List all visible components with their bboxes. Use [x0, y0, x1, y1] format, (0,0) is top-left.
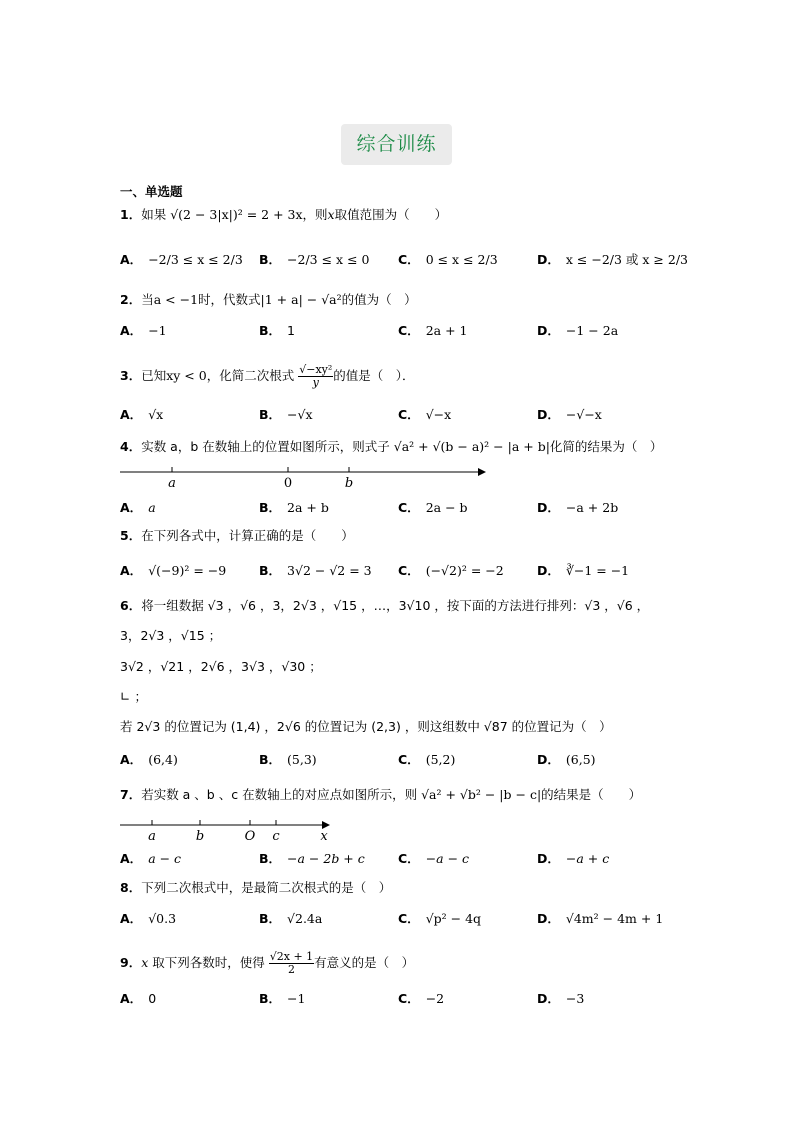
question-text: ，则 — [302, 207, 328, 222]
question-6-line-4: ∟ ； — [120, 689, 147, 704]
option-text: √(−9)² = −9 — [148, 563, 227, 578]
option-text: (5,2) — [425, 752, 456, 767]
question-9 — [120, 951, 414, 976]
option-a[interactable]: A． √x — [120, 407, 164, 422]
axis-label-b: b — [195, 829, 205, 844]
question-text: 化简的结果为（ ） — [549, 439, 663, 454]
arrow-head — [322, 821, 330, 829]
option-text: −a − 2b + c — [287, 851, 365, 866]
option-b[interactable]: B． 2a + b — [259, 500, 329, 515]
option-a[interactable]: A． a − c — [120, 851, 182, 866]
fraction — [298, 364, 333, 389]
option-c[interactable]: C． −2 — [398, 991, 445, 1006]
option-text: −1 — [287, 991, 306, 1006]
option-d[interactable]: D． −3 — [537, 991, 585, 1006]
question-text: 的结果是（ ） — [541, 787, 642, 802]
option-c[interactable]: C． −a − c — [398, 851, 470, 866]
option-text: 3√2 − √2 = 3 — [287, 563, 372, 578]
option-d[interactable]: D． √4m² − 4m + 1 — [537, 911, 664, 926]
number-line-figure — [118, 816, 348, 844]
math-expression: |1 + a| − √a² — [260, 292, 342, 307]
question-text: 取值范围为（ ） — [334, 207, 448, 222]
option-a[interactable]: A． (6,4) — [120, 752, 178, 767]
option-text: −a − c — [425, 851, 470, 866]
option-c[interactable]: C． 0 ≤ x ≤ 2/3 — [398, 252, 498, 267]
question-text: 下列二次根式中，是最简二次根式的是（ ） — [141, 880, 392, 895]
fraction-denominator: y — [312, 376, 319, 389]
option-c[interactable]: C． 2a − b — [398, 500, 468, 515]
question-1 — [120, 206, 447, 224]
question-number: 3． — [120, 368, 142, 383]
page-title: 综合训练 — [356, 133, 437, 155]
option-text: √0.3 — [148, 911, 177, 926]
option-b[interactable]: B． √2.4a — [259, 911, 323, 926]
option-b[interactable]: B． −2/3 ≤ x ≤ 0 — [259, 252, 370, 267]
question-8 — [120, 879, 391, 897]
math-expression: xy < 0 — [166, 368, 207, 383]
option-c[interactable]: C． √−x — [398, 407, 452, 422]
option-b[interactable]: B． (5,3) — [259, 752, 317, 767]
option-text: −2 — [425, 991, 445, 1006]
option-a[interactable]: A． 0 — [120, 991, 157, 1006]
option-text: −1 — [148, 323, 167, 338]
option-text: x ≤ −2/3 或 x ≥ 2/3 — [565, 252, 688, 267]
question-number: 7． — [120, 787, 142, 802]
option-b[interactable]: B． −a − 2b + c — [259, 851, 365, 866]
question-text: 将一组数据 √3 ，√6 ，3，2√3 ，√15 ，…，3√10 ，按下面的方法进行排列：√3 ，√6 ， — [141, 598, 650, 613]
option-text: √p² − 4q — [425, 911, 482, 926]
option-text: √−x — [425, 407, 452, 422]
option-c[interactable]: C． 2a + 1 — [398, 323, 468, 338]
fraction — [269, 951, 314, 976]
option-d[interactable]: D． −1 − 2a — [537, 323, 619, 338]
option-text: (5,3) — [287, 752, 317, 767]
question-4 — [120, 438, 662, 456]
option-text: 2a − b — [425, 500, 468, 515]
option-text: 2a + b — [287, 500, 329, 515]
question-7 — [120, 786, 641, 804]
axis-label-c: c — [272, 829, 280, 844]
axis-label-b: b — [344, 476, 354, 491]
math-expression: √a² + √(b − a)² − |a + b| — [393, 439, 550, 454]
question-number: 8． — [120, 880, 142, 895]
option-b[interactable]: B． −1 — [259, 991, 306, 1006]
arrow-head — [478, 468, 486, 476]
question-number: 6． — [120, 598, 142, 613]
option-text: −2/3 ≤ x ≤ 0 — [287, 252, 370, 267]
question-6 — [120, 597, 649, 615]
option-text: −2/3 ≤ x ≤ 2/3 — [148, 252, 243, 267]
question-text: 实数 a，b 在数轴上的位置如图所示，则式子 — [141, 439, 390, 454]
question-number: 2． — [120, 292, 142, 307]
option-text: a — [148, 500, 156, 515]
option-text: (6,5) — [565, 752, 596, 767]
math-expression: √a² + √b² − |b − c| — [421, 787, 542, 802]
question-number: 9． — [120, 955, 142, 970]
option-a[interactable]: A． a — [120, 500, 156, 515]
option-c[interactable]: C． (5,2) — [398, 752, 456, 767]
option-text: √2.4a — [287, 911, 323, 926]
option-text: ∛−1 = −1 — [565, 563, 630, 578]
question-text: 在下列各式中，计算正确的是（ ） — [141, 528, 354, 543]
axis-label-zero: 0 — [283, 476, 293, 491]
question-text: 的值为（ ） — [341, 292, 417, 307]
option-text: −√−x — [565, 407, 602, 422]
question-number: 5． — [120, 528, 142, 543]
axis-label-origin: O — [244, 829, 256, 844]
question-text: 有意义的是（ ） — [314, 955, 415, 970]
question-number: 1． — [120, 207, 142, 222]
math-variable: x — [141, 955, 149, 970]
axis-label-a: a — [148, 829, 156, 844]
question-5 — [120, 527, 354, 545]
option-d[interactable]: D． x ≤ −2/3 或 x ≥ 2/3 — [537, 252, 688, 267]
option-c[interactable]: C． √p² − 4q — [398, 911, 482, 926]
option-b[interactable]: B． −√x — [259, 407, 313, 422]
math-variable: x — [327, 207, 335, 222]
option-text: 0 ≤ x ≤ 2/3 — [425, 252, 498, 267]
section-heading: 一、单选题 — [120, 184, 183, 199]
question-text: 若实数 a 、b 、c 在数轴上的对应点如图所示，则 — [141, 787, 418, 802]
question-text: ，化简二次根式 — [206, 368, 295, 383]
option-text: √4m² − 4m + 1 — [565, 911, 664, 926]
question-3 — [120, 364, 415, 389]
option-d[interactable]: D． −√−x — [537, 407, 602, 422]
option-text: −√x — [287, 407, 313, 422]
axis-label-a: a — [168, 476, 176, 491]
option-text: −1 − 2a — [565, 323, 619, 338]
option-c[interactable]: C． (−√2)² = −2 — [398, 563, 504, 578]
question-text: 时，代数式 — [198, 292, 261, 307]
question-6-line-5: 若 2√3 的位置记为 (1,4) ，2√6 的位置记为 (2,3) ，则这组数中 √87 的位置记为（ ） — [120, 719, 612, 734]
math-expression: a < −1 — [153, 292, 199, 307]
number-line-figure — [118, 463, 488, 491]
fraction-numerator: √−xy² — [299, 363, 333, 376]
option-b[interactable]: B． 3√2 − √2 = 3 — [259, 563, 372, 578]
question-text: 的值是（ ）． — [333, 368, 415, 383]
axis-label-x: x — [320, 829, 328, 844]
option-text: (−√2)² = −2 — [425, 563, 504, 578]
option-d[interactable]: D． ∛−1 = −1 — [537, 563, 630, 578]
option-d[interactable]: D． −a + c — [537, 851, 610, 866]
option-text: −a + 2b — [565, 500, 619, 515]
option-text: a − c — [148, 851, 182, 866]
option-a[interactable]: A． √(−9)² = −9 — [120, 563, 227, 578]
option-text: −a + c — [565, 851, 610, 866]
question-6-line-3: 3√2 ，√21 ，2√6 ，3√3 ，√30 ； — [120, 659, 322, 674]
math-expression: √(2 − 3|x|)² = 2 + 3x — [170, 207, 303, 222]
option-a[interactable]: A． −1 — [120, 323, 167, 338]
option-text: 0 — [148, 991, 157, 1006]
question-text: 当 — [141, 292, 154, 307]
option-a[interactable]: A． −2/3 ≤ x ≤ 2/3 — [120, 252, 243, 267]
question-text: 如果 — [141, 207, 167, 222]
option-a[interactable]: A． √0.3 — [120, 911, 177, 926]
question-number: 4． — [120, 439, 142, 454]
question-2 — [120, 291, 417, 309]
option-d[interactable]: D． −a + 2b — [537, 500, 619, 515]
title-banner — [341, 124, 452, 165]
option-text: (6,4) — [148, 752, 178, 767]
fraction-numerator: √2x + 1 — [269, 950, 314, 963]
question-text: 已知 — [141, 368, 167, 383]
question-6-line-2: 3，2√3 ，√15 ； — [120, 628, 222, 643]
option-b[interactable]: B． 1 — [259, 323, 295, 338]
option-d[interactable]: D． (6,5) — [537, 752, 596, 767]
option-text: −3 — [565, 991, 585, 1006]
option-text: 1 — [287, 323, 295, 338]
option-text: √x — [148, 407, 164, 422]
option-text: 2a + 1 — [425, 323, 468, 338]
fraction-denominator: 2 — [287, 963, 295, 976]
question-text: 取下列各数时，使得 — [148, 955, 265, 970]
